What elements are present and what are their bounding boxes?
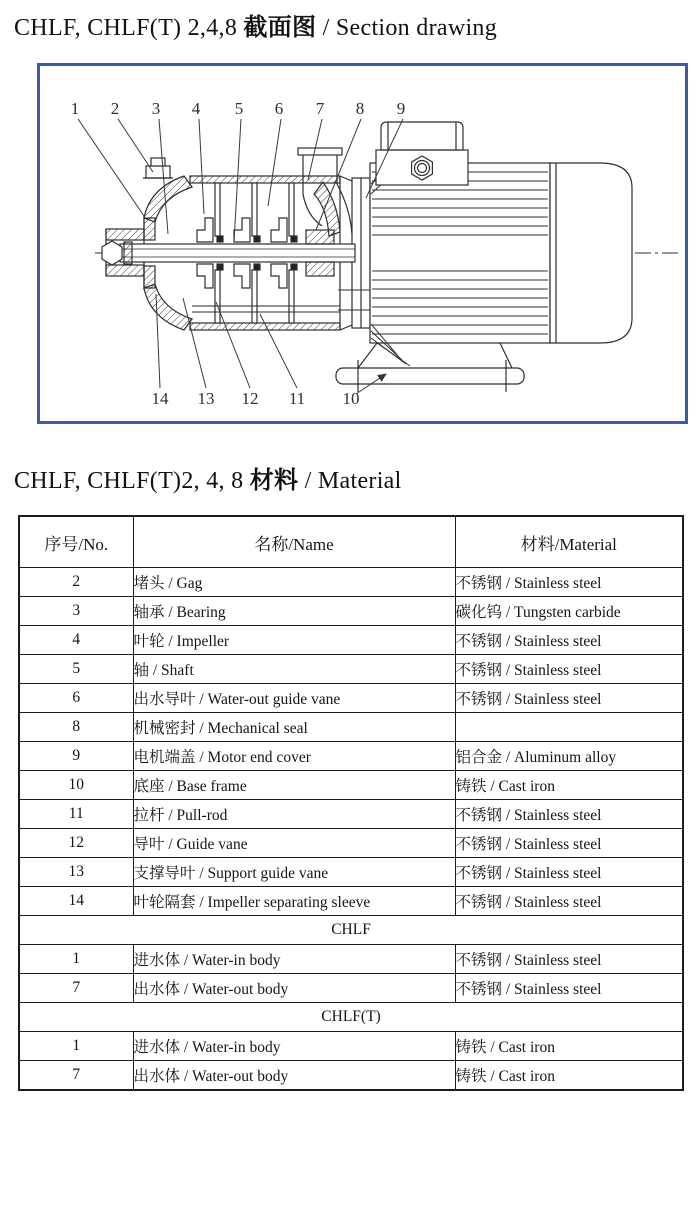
part-label-2: 2 <box>110 99 120 118</box>
part-label-14: 14 <box>151 389 169 408</box>
row-material: 不锈钢 / Stainless steel <box>455 974 683 1003</box>
row-name: 进水体 / Water-in body <box>133 1032 455 1061</box>
row-name: 电机端盖 / Motor end cover <box>133 742 455 771</box>
table-row <box>19 626 683 655</box>
header-no: 序号/No. <box>19 516 133 568</box>
row-name: 轴承 / Bearing <box>133 597 455 626</box>
section-title-suffix: / Section drawing <box>316 15 498 41</box>
header-material: 材料/Material <box>455 516 683 568</box>
row-name: 拉杆 / Pull-rod <box>133 800 455 829</box>
row-name: 出水导叶 / Water-out guide vane <box>133 684 455 713</box>
row-name: 叶轮 / Impeller <box>133 626 455 655</box>
row-no: 4 <box>19 626 133 655</box>
row-no: 14 <box>19 887 133 916</box>
material-title-suffix: / Material <box>298 468 402 494</box>
part-label-6: 6 <box>274 99 284 118</box>
part-label-13: 13 <box>197 389 215 408</box>
material-title <box>14 460 402 495</box>
row-name: 堵头 / Gag <box>133 568 455 597</box>
section-title-prefix: CHLF, CHLF(T) 2,4,8 <box>14 15 244 41</box>
section-drawing-frame <box>37 63 688 424</box>
section-label-chlft: CHLF(T) <box>19 1003 683 1032</box>
row-no: 6 <box>19 684 133 713</box>
header-name: 名称/Name <box>133 516 455 568</box>
section-title-zh: 截面图 <box>243 15 317 41</box>
base-frame <box>336 343 524 392</box>
table-row <box>19 655 683 684</box>
row-material: 铸铁 / Cast iron <box>455 771 683 800</box>
part-label-1: 1 <box>70 99 80 118</box>
table-row <box>19 800 683 829</box>
part-label-9: 9 <box>396 99 406 118</box>
row-material: 铸铁 / Cast iron <box>455 1032 683 1061</box>
table-section-row <box>19 916 683 945</box>
row-no: 9 <box>19 742 133 771</box>
material-table <box>18 515 684 1091</box>
part-label-3: 3 <box>151 99 161 118</box>
row-no: 8 <box>19 713 133 742</box>
row-name: 出水体 / Water-out body <box>133 1061 455 1091</box>
pull-rod <box>192 306 340 312</box>
row-material: 不锈钢 / Stainless steel <box>455 655 683 684</box>
row-name: 底座 / Base frame <box>133 771 455 800</box>
gag-plug <box>143 158 173 178</box>
row-no: 7 <box>19 1061 133 1091</box>
row-material: 碳化钨 / Tungsten carbide <box>455 597 683 626</box>
table-row <box>19 858 683 887</box>
row-no: 3 <box>19 597 133 626</box>
row-name: 导叶 / Guide vane <box>133 829 455 858</box>
row-no: 7 <box>19 974 133 1003</box>
part-label-7: 7 <box>315 99 325 118</box>
row-no: 1 <box>19 945 133 974</box>
table-header-row <box>19 516 683 568</box>
motor-drawing <box>336 122 632 392</box>
table-row <box>19 771 683 800</box>
part-label-5: 5 <box>234 99 244 118</box>
row-name: 机械密封 / Mechanical seal <box>133 713 455 742</box>
pump-head-drawing <box>102 148 370 330</box>
table-row <box>19 742 683 771</box>
row-no: 10 <box>19 771 133 800</box>
part-label-10: 10 <box>342 389 360 408</box>
row-name: 进水体 / Water-in body <box>133 945 455 974</box>
row-material: 不锈钢 / Stainless steel <box>455 858 683 887</box>
table-row <box>19 945 683 974</box>
row-no: 5 <box>19 655 133 684</box>
row-material: 不锈钢 / Stainless steel <box>455 829 683 858</box>
table-row <box>19 829 683 858</box>
row-name: 出水体 / Water-out body <box>133 974 455 1003</box>
row-material: 不锈钢 / Stainless steel <box>455 945 683 974</box>
row-material: 不锈钢 / Stainless steel <box>455 684 683 713</box>
table-row <box>19 684 683 713</box>
table-row <box>19 1032 683 1061</box>
section-drawing-title <box>14 7 497 42</box>
material-title-zh: 材料 <box>249 468 299 494</box>
section-label-chlf: CHLF <box>19 916 683 945</box>
table-row <box>19 597 683 626</box>
material-title-prefix: CHLF, CHLF(T)2, 4, 8 <box>14 468 250 494</box>
row-name: 轴 / Shaft <box>133 655 455 684</box>
row-no: 1 <box>19 1032 133 1061</box>
part-label-11: 11 <box>288 389 306 408</box>
row-material: 铝合金 / Aluminum alloy <box>455 742 683 771</box>
table-row <box>19 974 683 1003</box>
row-no: 12 <box>19 829 133 858</box>
row-material: 不锈钢 / Stainless steel <box>455 800 683 829</box>
row-no: 13 <box>19 858 133 887</box>
motor-end-cap <box>550 163 632 343</box>
row-name: 叶轮隔套 / Impeller separating sleeve <box>133 887 455 916</box>
shaft <box>102 241 355 265</box>
table-section-row <box>19 1003 683 1032</box>
part-label-4: 4 <box>191 99 201 118</box>
row-material <box>455 713 683 742</box>
row-material: 不锈钢 / Stainless steel <box>455 887 683 916</box>
part-label-12: 12 <box>241 389 259 408</box>
row-material: 铸铁 / Cast iron <box>455 1061 683 1091</box>
part-label-8: 8 <box>355 99 365 118</box>
table-row <box>19 887 683 916</box>
row-material: 不锈钢 / Stainless steel <box>455 626 683 655</box>
table-row <box>19 1061 683 1091</box>
table-row <box>19 568 683 597</box>
row-material: 不锈钢 / Stainless steel <box>455 568 683 597</box>
pump-section-drawing <box>40 66 685 421</box>
row-no: 11 <box>19 800 133 829</box>
row-no: 2 <box>19 568 133 597</box>
table-row <box>19 713 683 742</box>
terminal-box <box>376 122 468 185</box>
row-name: 支撑导叶 / Support guide vane <box>133 858 455 887</box>
